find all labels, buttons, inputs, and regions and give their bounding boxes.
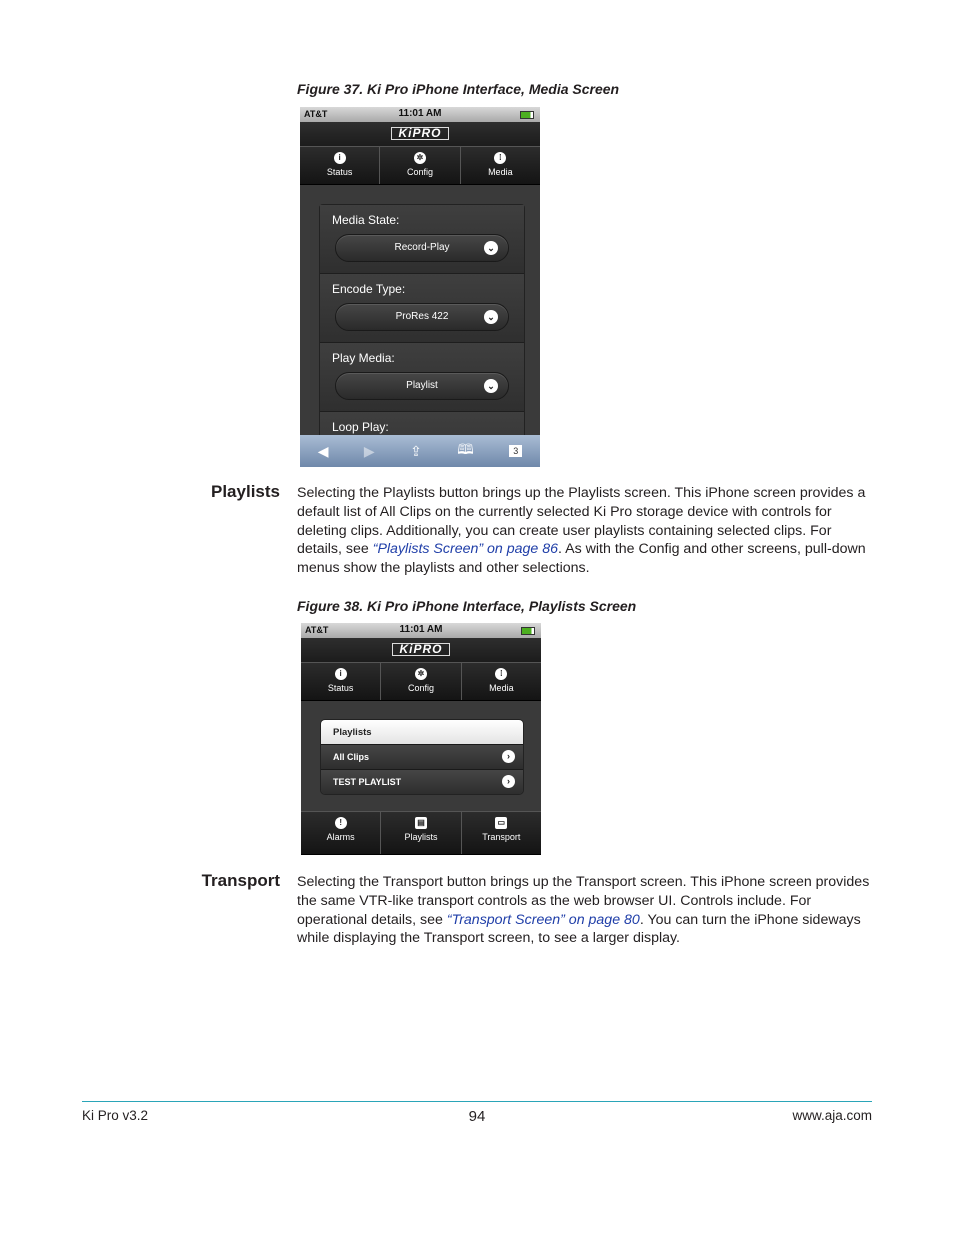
list-item-label: TEST PLAYLIST [333,777,402,787]
nav-alarms-button[interactable] [301,812,381,854]
chevron-down-icon: ⌄ [484,241,498,255]
transport-screen-link[interactable]: “Transport Screen” on page 80 [446,911,640,928]
safari-toolbar [300,435,540,467]
paragraph-text: Selecting the Transport button brings up the Transport screen. This iPhone screen provides the same VTR-like transport controls as the web browser UI. Controls include. For operational details, see [297,874,870,928]
page-number: 94 [468,1108,486,1125]
transport-paragraph [297,873,872,948]
bottom-nav [301,811,541,855]
encode-type-section [320,274,524,343]
list-item-label: All Clips [333,752,370,762]
carrier-label: AT&T [304,109,328,119]
footer-rule [82,1101,872,1102]
footer-website: www.aja.com [792,1108,872,1123]
back-arrow-icon[interactable]: ◀ [317,442,329,459]
nav-label: Transport [482,832,521,842]
nav-media-button[interactable] [462,663,541,700]
top-nav [301,662,541,701]
list-item-test-playlist[interactable] [321,769,523,794]
footer-product-version: Ki Pro v3.2 [82,1108,149,1123]
nav-label: Config [406,167,433,177]
nav-media-button[interactable] [461,147,540,184]
nav-label: Media [488,167,513,177]
nav-label: Playlists [404,832,438,842]
nav-config-button[interactable] [380,147,460,184]
figure-37-caption: Figure 37. Ki Pro iPhone Interface, Media Screen [297,81,620,97]
tabs-icon[interactable]: 3 [509,445,522,457]
battery-icon [520,111,534,119]
loop-play-label: Loop Play: [332,420,389,434]
forward-arrow-icon[interactable]: ▶ [363,442,375,459]
clock-label: 11:01 AM [398,108,442,119]
paragraph-text: Selecting the Playlists button brings up the Playlists screen. This iPhone screen provides a default list of All Clips on the currently selected Ki Pro storage device with controls for deleting clips. Additionally, you can create user playlists containing selected clips. For details, see [297,485,866,558]
nav-transport-button[interactable] [462,812,541,854]
kipro-logo: KiPRO [391,127,448,140]
nav-label: Status [326,167,353,177]
play-media-value: Playlist [406,380,438,391]
transport-heading: Transport [201,871,280,890]
status-bar [300,107,540,122]
nav-status-button[interactable] [300,147,380,184]
play-media-select[interactable] [335,372,509,400]
playlists-heading: Playlists [211,482,280,501]
share-icon[interactable]: ⇪ [410,442,422,459]
bookmarks-icon[interactable]: 🕮 [457,441,474,457]
encode-type-label: Encode Type: [332,282,406,296]
info-icon: i [334,152,346,164]
media-state-select[interactable] [335,234,509,262]
warning-icon: ! [335,817,347,829]
chevron-right-icon: › [502,750,515,763]
chevron-down-icon: ⌄ [484,379,498,393]
nav-status-button[interactable] [301,663,381,700]
film-icon: ▤ [415,817,427,829]
nav-playlists-button[interactable] [381,812,461,854]
media-state-value: Record-Play [394,242,450,253]
encode-type-select[interactable] [335,303,509,331]
iphone-media-screen [300,107,540,467]
list-item-all-clips[interactable] [321,744,523,769]
status-bar [301,623,541,638]
grid-icon: ⁞ [494,152,506,164]
tape-deck-icon: ▭ [495,817,507,829]
figure-38-caption: Figure 38. Ki Pro iPhone Interface, Playlists Screen [297,598,637,614]
logo-bar [300,122,540,146]
paragraph-text: . You can turn the iPhone sideways while displaying the Transport screen, to see a larger display. [297,911,861,947]
nav-label: Alarms [326,832,355,842]
logo-bar [301,638,541,662]
kipro-logo: KiPRO [392,643,449,656]
play-media-section [320,343,524,412]
media-settings-panel [319,204,525,446]
media-state-label: Media State: [332,213,400,227]
nav-label: Status [327,683,354,693]
gear-icon: ✲ [415,668,427,680]
play-media-label: Play Media: [332,351,395,365]
playlists-screen-link[interactable]: “Playlists Screen” on page 86 [372,541,559,558]
playlists-list [320,719,524,795]
playlists-paragraph [297,484,872,578]
chevron-down-icon: ⌄ [484,310,498,324]
top-nav [300,146,540,185]
clock-label: 11:01 AM [399,624,443,635]
nav-config-button[interactable] [381,663,461,700]
media-state-section [320,205,524,274]
info-icon: i [335,668,347,680]
battery-icon [521,627,535,635]
iphone-playlists-screen [301,623,541,855]
paragraph-text: . As with the Config and other screens, pull-down menus show the playlists and other selections. [297,541,866,577]
nav-label: Media [489,683,514,693]
chevron-right-icon: › [502,775,515,788]
playlists-list-header: Playlists [321,720,523,744]
grid-icon: ⁞ [495,668,507,680]
carrier-label: AT&T [305,625,329,635]
nav-label: Config [407,683,434,693]
gear-icon: ✲ [414,152,426,164]
encode-type-value: ProRes 422 [395,311,449,322]
